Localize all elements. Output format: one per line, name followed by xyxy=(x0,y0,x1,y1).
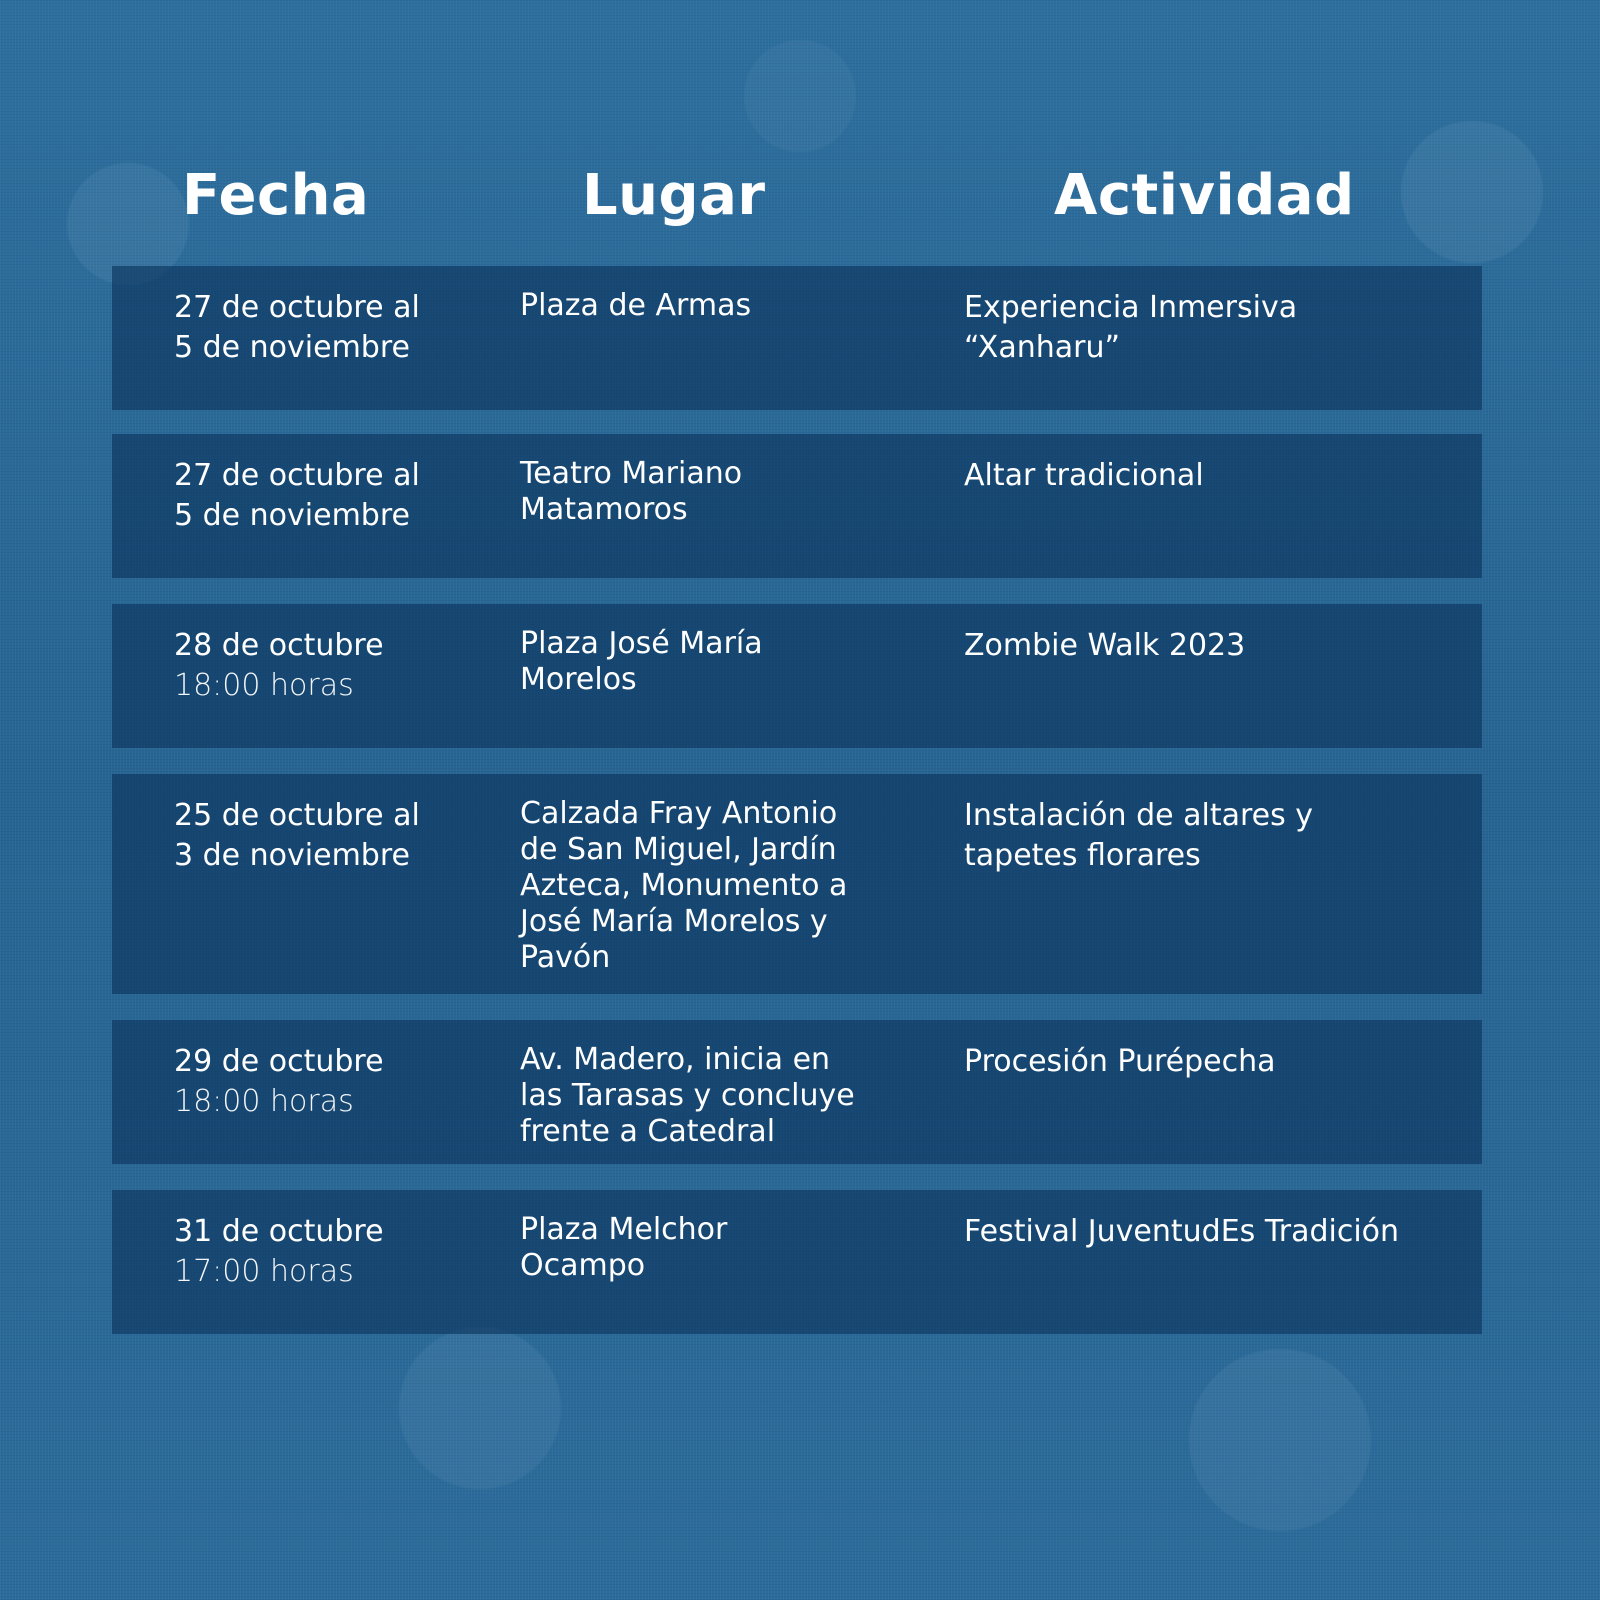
time-line: 17:00 horas xyxy=(174,1254,354,1289)
cell-actividad xyxy=(964,796,1464,876)
place-line: de San Miguel, Jardín xyxy=(520,832,837,867)
table-header xyxy=(112,158,1482,234)
place-line: Teatro Mariano xyxy=(520,456,743,491)
cell-actividad xyxy=(964,1042,1464,1082)
cell-actividad xyxy=(964,288,1464,368)
cell-fecha xyxy=(174,1042,504,1122)
date-line: 28 de octubre xyxy=(174,628,384,663)
activity-line: tapetes florares xyxy=(964,838,1201,873)
table-row xyxy=(112,1020,1482,1164)
cell-lugar xyxy=(520,796,950,976)
place-line: Plaza José María xyxy=(520,626,763,661)
activity-line: Festival JuventudEs Tradición xyxy=(964,1214,1400,1249)
date-line: 27 de octubre al xyxy=(174,290,420,325)
cell-fecha xyxy=(174,1212,504,1292)
place-line: Pavón xyxy=(520,940,611,975)
date-line: 5 de noviembre xyxy=(174,498,410,533)
cell-fecha xyxy=(174,456,504,536)
header-fecha: Fecha xyxy=(182,163,370,228)
table-row xyxy=(112,604,1482,748)
cell-actividad xyxy=(964,626,1464,666)
date-line: 5 de noviembre xyxy=(174,330,410,365)
time-line: 18:00 horas xyxy=(174,668,354,703)
place-line: frente a Catedral xyxy=(520,1114,776,1149)
cell-actividad xyxy=(964,1212,1464,1252)
place-line: Av. Madero, inicia en xyxy=(520,1042,831,1077)
date-line: 31 de octubre xyxy=(174,1214,384,1249)
cell-lugar xyxy=(520,1212,950,1284)
cell-lugar xyxy=(520,626,950,698)
place-line: José María Morelos y xyxy=(520,904,828,939)
place-line: Azteca, Monumento a xyxy=(520,868,848,903)
activity-line: Zombie Walk 2023 xyxy=(964,628,1246,663)
cell-lugar xyxy=(520,288,950,324)
place-line: Plaza de Armas xyxy=(520,288,752,323)
activity-line: Instalación de altares y xyxy=(964,798,1314,833)
table-row xyxy=(112,434,1482,578)
place-line: Ocampo xyxy=(520,1248,646,1283)
date-line: 3 de noviembre xyxy=(174,838,410,873)
date-line: 29 de octubre xyxy=(174,1044,384,1079)
cell-fecha xyxy=(174,626,504,706)
cell-lugar xyxy=(520,1042,950,1150)
activity-line: Experiencia Inmersiva xyxy=(964,290,1298,325)
place-line: Plaza Melchor xyxy=(520,1212,728,1247)
header-lugar: Lugar xyxy=(582,163,766,228)
place-line: las Tarasas y concluye xyxy=(520,1078,855,1113)
table-row xyxy=(112,774,1482,994)
table-row xyxy=(112,266,1482,410)
date-line: 27 de octubre al xyxy=(174,458,420,493)
activity-line: Procesión Purépecha xyxy=(964,1044,1276,1079)
date-line: 25 de octubre al xyxy=(174,798,420,833)
cell-lugar xyxy=(520,456,950,528)
cell-actividad xyxy=(964,456,1464,496)
activity-line: Altar tradicional xyxy=(964,458,1204,493)
activity-line: “Xanharu” xyxy=(964,330,1121,365)
table-row xyxy=(112,1190,1482,1334)
place-line: Matamoros xyxy=(520,492,688,527)
cell-fecha xyxy=(174,796,504,876)
place-line: Morelos xyxy=(520,662,637,697)
header-actividad: Actividad xyxy=(1054,163,1355,228)
time-line: 18:00 horas xyxy=(174,1084,354,1119)
place-line: Calzada Fray Antonio xyxy=(520,796,838,831)
cell-fecha xyxy=(174,288,504,368)
